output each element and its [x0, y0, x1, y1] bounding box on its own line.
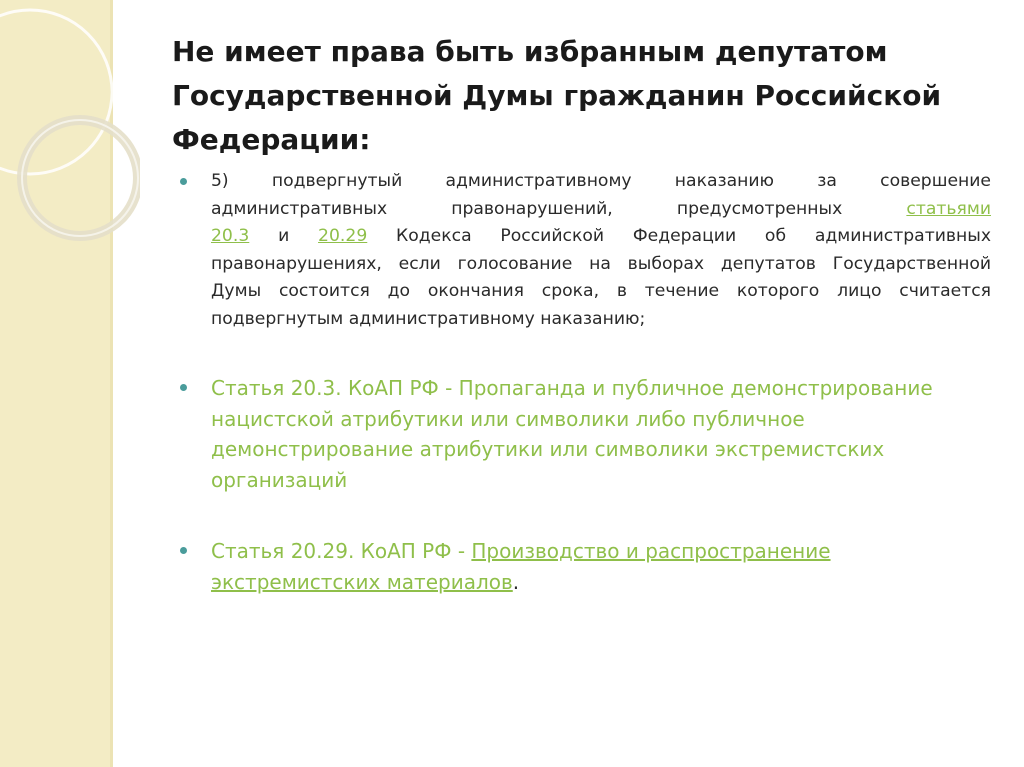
article-20-3-line-3: демонстрирование атрибутики или символики экстремистских — [211, 437, 885, 461]
link-extremist-materials-1[interactable]: Производство и распространение — [471, 539, 831, 563]
decorative-circles — [0, 0, 140, 260]
restriction-line-5: Думы состоится до окончания срока, в течение которого лицо считается — [211, 281, 991, 301]
link-statyami[interactable]: статьями — [906, 198, 991, 219]
article-20-29-text — [211, 536, 971, 597]
article-20-3-line-4: организаций — [211, 467, 348, 492]
article-20-3-text — [211, 373, 971, 495]
restriction-and: и — [249, 226, 319, 246]
page-title — [172, 30, 952, 162]
title-line-3: Федерации: — [172, 123, 371, 156]
restriction-line-1: 5) подвергнутый административному наказанию за совершение — [211, 171, 991, 191]
article-20-29-line-2 — [211, 567, 971, 598]
restriction-line-6: подвергнутым административному наказанию; — [211, 308, 646, 329]
article-20-3-line-1: Статья 20.3. КоАП РФ - Пропаганда и публичное демонстрирование — [211, 376, 933, 400]
bullet-icon — [180, 547, 187, 554]
restriction-line-3-rest: Кодекса Российской Федерации об административных — [367, 226, 991, 246]
title-line-2: Государственной Думы гражданин Российской — [172, 79, 942, 112]
link-article-20-29[interactable]: 20.29 — [318, 226, 368, 246]
article-20-29-suffix: . — [512, 569, 520, 594]
restriction-line-3 — [211, 223, 991, 251]
article-20-29-line-1 — [211, 536, 971, 567]
link-article-20-3[interactable]: 20.3 — [211, 226, 250, 246]
restriction-line-2-text: административных правонарушений, предусмотренных — [211, 198, 907, 219]
restriction-line-2 — [211, 196, 991, 224]
link-extremist-materials-2[interactable]: экстремистских материалов — [211, 569, 513, 594]
restriction-line-4: правонарушениях, если голосование на выборах депутатов Государственной — [211, 253, 991, 274]
article-20-3-line-2: нацистской атрибутики или символики либо публичное — [211, 406, 805, 431]
bullet-icon — [180, 384, 187, 391]
restriction-text — [211, 168, 991, 333]
title-line-1: Не имеет права быть избранным депутатом — [172, 35, 888, 68]
bullet-icon — [180, 178, 187, 185]
article-20-29-prefix: Статья 20.29. КоАП РФ - — [211, 539, 472, 563]
